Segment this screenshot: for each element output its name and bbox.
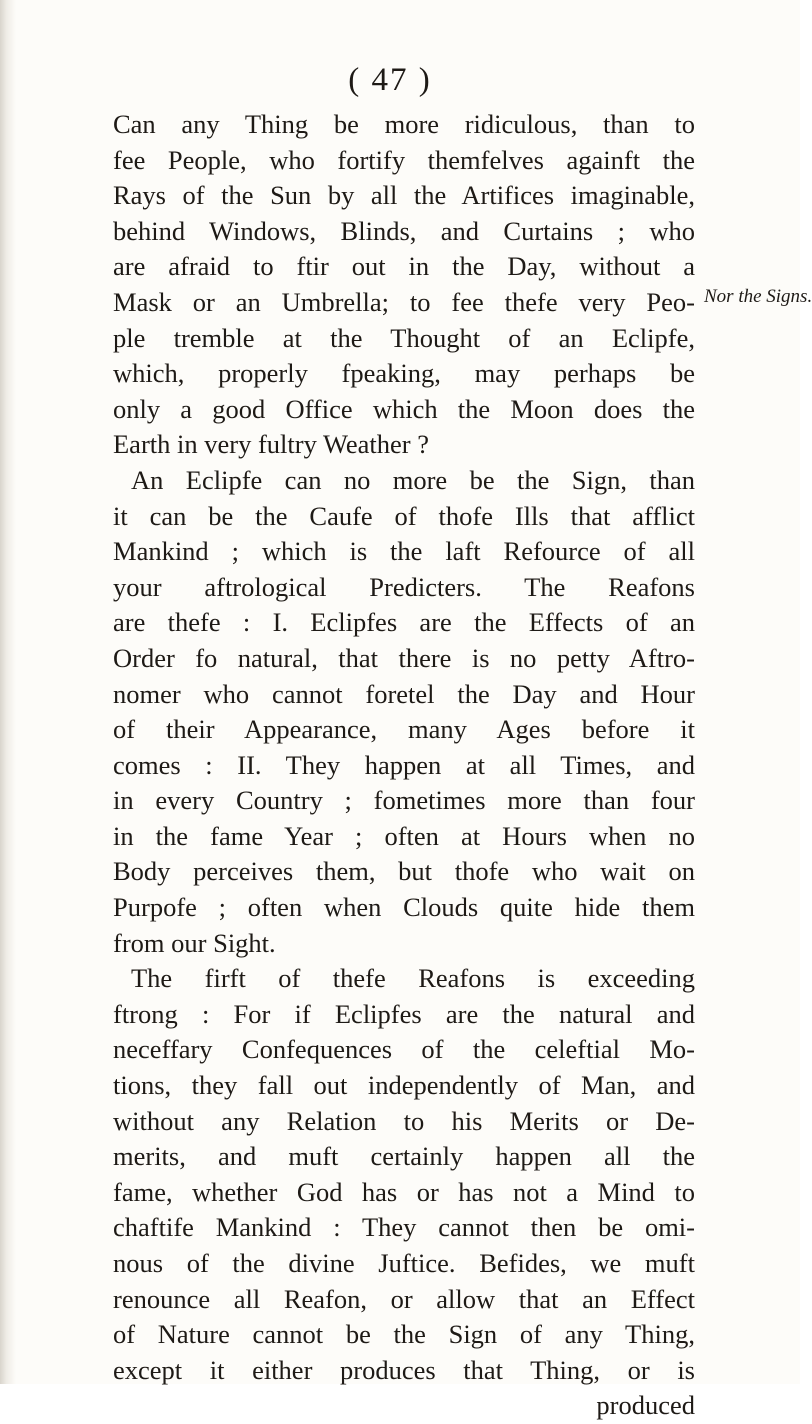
- text-line: it can be the Caufe of thofe Ills that afflict: [113, 500, 695, 531]
- text-line: Order fo natural, that there is no petty Aftro-: [113, 642, 695, 673]
- catchword: produced: [596, 1390, 695, 1421]
- text-line: except it either produces that Thing, or is: [113, 1354, 695, 1385]
- text-line: The firft of thefe Reafons is exceeding: [131, 963, 695, 994]
- text-line: your aftrological Predicters. The Reafons: [113, 571, 695, 602]
- text-line: from our Sight.: [113, 927, 276, 958]
- text-line: are thefe : I. Eclipfes are the Effects of an: [113, 607, 695, 638]
- page-gutter: [0, 0, 16, 1384]
- text-line: nomer who cannot foretel the Day and Hour: [113, 678, 695, 709]
- text-line: behind Windows, Blinds, and Curtains ; who: [113, 215, 695, 246]
- text-line: without any Relation to his Merits or De-: [113, 1105, 695, 1136]
- text-line: An Eclipfe can no more be the Sign, than: [131, 464, 695, 495]
- text-line: only a good Office which the Moon does the: [113, 393, 695, 424]
- text-line: Rays of the Sun by all the Artifices imaginable,: [113, 180, 695, 211]
- text-line: merits, and muft certainly happen all the: [113, 1141, 695, 1172]
- text-line: of Nature cannot be the Sign of any Thing,: [113, 1319, 695, 1350]
- text-line: Body perceives them, but thofe who wait on: [113, 856, 695, 887]
- text-line: nous of the divine Juftice. Befides, we muft: [113, 1248, 695, 1278]
- text-line: tions, they fall out independently of Man, and: [113, 1070, 695, 1101]
- marginal-note: Nor the Signs.: [704, 286, 812, 307]
- text-line: chaftife Mankind : They cannot then be omi-: [113, 1212, 695, 1243]
- text-line: in the fame Year ; often at Hours when no: [113, 820, 695, 851]
- text-line: Mankind ; which is the laft Refource of all: [113, 536, 695, 567]
- text-line: Earth in very fultry Weather ?: [113, 429, 429, 460]
- text-line: renounce all Reafon, or allow that an Effect: [113, 1283, 695, 1314]
- text-line: Mask or an Umbrella; to fee thefe very Peo-: [113, 286, 695, 317]
- text-line: fee People, who fortify themfelves againft the: [113, 144, 695, 175]
- page-number: ( 47 ): [348, 62, 432, 98]
- text-line: comes : II. They happen at all Times, and: [113, 749, 695, 780]
- text-line: are afraid to ftir out in the Day, without a: [113, 251, 695, 282]
- text-line: of their Appearance, many Ages before it: [113, 714, 695, 745]
- text-line: ftrong : For if Eclipfes are the natural and: [113, 998, 695, 1029]
- text-line: ple tremble at the Thought of an Eclipfe,: [113, 322, 695, 353]
- text-line: which, properly fpeaking, may perhaps be: [113, 358, 695, 389]
- body-text: [113, 107, 695, 1424]
- text-line: in every Country ; fometimes more than four: [113, 785, 695, 816]
- text-line: neceffary Confequences of the celeftial Mo-: [113, 1034, 695, 1065]
- text-line: Purpofe ; often when Clouds quite hide them: [113, 892, 695, 923]
- text-line: fame, whether God has or has not a Mind to: [113, 1176, 695, 1207]
- text-line: Can any Thing be more ridiculous, than to: [113, 109, 695, 139]
